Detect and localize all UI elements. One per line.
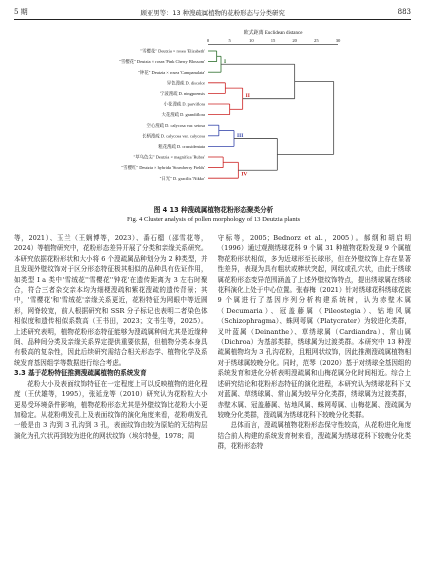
right-column (218, 233, 412, 573)
taxon-label: 空心溲疏 D. calycosa var. setosa (146, 122, 205, 128)
paragraph: 守标等，2005；Bednorz et al.，2005）。郝纲和胡启明（1996）通过观测绣球花科 9 个属 31 种植物花粉发现 9 个属植物花粉形状相似，多为近球形至长球形，但在外壁纹饰上存在显著性差异，表现为具有粗状或棒状突起，网纹或孔穴状，由此于绣球属花粉形态变异范围涵盖了上述外壁纹饰特点，提出绣球属在绣球花科演化上处于中心位置。张春梅（2021）针对绣球花科绣球花族 9 个属进行了基因序列分析构建系统树，认为赤壁木属（Decumaria）、冠盖藤属（Pileostegia）、钻地风属（Schizophragma）、蛛网萼属（Platycrater）为较进化类群，叉叶蓝属（Deinanthe）、草绣球属（Cardiandra）、常山属（Dichroa）为基部类群，绣球属为过渡类群。本研究中 13 种溲疏属植物均为 3 孔沟花粉，且粗网状纹饰，因此推测溲疏属植物相对于绣球属较晚分化。同时，范琴（2020）基于对绣球全基因组的系统发育和进化分析表明溲疏属和山梅花属分化时间相近。综合上述研究结论和花粉形态特征的演化进程，本研究认为绣球花科下又对蓝属、草绣球属、常山属为较早分化类群，绣球属为过渡类群，赤壁木属、冠盖藤属、钻地风属、蛛网萼属、山梅花属、溲疏属为较晚分化类群，溲疏属为绣球花科下较晚分化类群。 (217, 234, 411, 419)
figure-caption-en: Fig. 4 Cluster analysis of pollen morphology of 13 Deutzia plants (126, 216, 301, 223)
running-title: 顾亚男等：13 种溲疏属植物的花粉形态与分类研究 (140, 8, 285, 17)
axis-tick-label: 10 (249, 38, 254, 43)
taxon-label: 粗花溲疏 D. crassidentata (158, 144, 205, 149)
page-number: 883 (397, 8, 411, 16)
taxon-label: "雪樱花" Deutzia × rosea 'Elizabeth' (140, 48, 205, 54)
axis-tick-label: 15 (270, 38, 276, 43)
axis-tick-label: 0 (206, 38, 210, 43)
paragraph: 等，2021）、玉兰（王娴博等，2023）、番石榴（邵雪花等，2024）等植物研究中，花粉形态差异开展了分类和亲缘关系研究。本研究依据花粉形状和大小将 6 个溲疏属品种划分为 2 种类型，并且发现外壁纹饰对于区分形态特征极其相似的品种具有佐证作用，如类型 I a 类中'雪绒花''雪樱花''钟花'在遗传距离为 3 左右时聚合，符合三者杂交亲本均为细梗溲疏和紫花溲疏的遗传背景；其中，'雪樱花'和'雪绒花'亲缘关系更近，花粉特征为网眼中等近圆形，网脊较宽，前人根据研究和 SSR 分子标记也表明二者染色体相似度和遗传相似系数高（王书田，2023；文书生等，2025）。上述研究表明，植物花粉形态特征能够为溲疏属种间尤其是近缘种间、品种间分类及亲缘关系界定提供重要依据，但植物分类本身具有极高的复杂性，因此后续研究需结合相关形态学、植物化学及系统发育基因组学等数据进行综合考虑。 (14, 234, 208, 367)
taxon-label: 小花溲疏 D. parviflora (163, 101, 205, 107)
figure-caption-cn: 图 4 13 种溲疏属植物花粉形态聚类分析 (153, 206, 274, 214)
paragraph: 总体而言，溲疏属植物花粉形态保守性较高，从花粉进化角度结合前人构建的系统发育树来看，溲疏属为绣球花科下较晚分化类群，花粉形态特 (217, 421, 411, 451)
body-columns (14, 233, 411, 573)
section-heading: 3.3 基于花粉特征推测溲疏属植物的系统发育 (14, 369, 147, 378)
taxon-label: 异色溲疏 D. discolor (166, 80, 205, 86)
page-header (14, 6, 411, 18)
cluster-label: III (237, 132, 244, 139)
header-rule (14, 19, 411, 20)
axis-tick-label: 5 (228, 38, 231, 43)
taxon-label: 宁波溲疏 D. ningpoensis (159, 91, 205, 96)
cluster-label: IV (241, 171, 248, 178)
dendrogram-figure (60, 27, 350, 202)
taxon-label: "雪樱花" Deutzia × rosea 'Pink Cherry Blossom' (119, 59, 205, 65)
taxon-label: "钟花" Deutzia × rosea 'Campanulata' (138, 69, 205, 75)
paragraph: 花粉大小及表面纹饰特征在一定程度上可以反映植物的进化程度（王伏雄等，1995），张延龙等（2010）研究认为花粉粒大小更易受环境条件影响，植物花粉形态尤其是外壁纹饰比花粉大小更加稳定。从花粉萌发孔上及表面纹饰的演化角度来看，花粉萌发孔一般是由 3 沟到 3 孔沟到 3 孔，表面纹饰由较为原始的无结构层演化为孔穴状再到较为进化的网状纹饰（埃尔特曼，1978；周 (14, 379, 208, 440)
cluster-label: II (245, 93, 250, 100)
taxon-label: "日光" D. gracilis 'Nikko' (159, 175, 205, 181)
taxon-label: "草乌色尖" Deutzia × magnifica 'Rubra' (133, 154, 205, 160)
taxon-label: "雪樱红" Deutzia × hybrida 'Strawberry Fields' (121, 165, 205, 171)
axis-label: 欧式距离 Euclidean distance (243, 31, 303, 36)
issue-number: 5 期 (14, 8, 28, 16)
axis-tick-label: 20 (292, 38, 297, 43)
axis-tick-label: 25 (314, 38, 319, 43)
cluster-label: I (224, 58, 227, 65)
taxon-label: 大花溲疏 D. grandiflora (161, 112, 205, 118)
left-column (14, 233, 208, 573)
taxon-label: 长柄溲疏 D. calycosa var. calycosa (142, 133, 205, 139)
axis-tick-label: 30 (335, 38, 341, 43)
dendrogram (60, 27, 350, 202)
